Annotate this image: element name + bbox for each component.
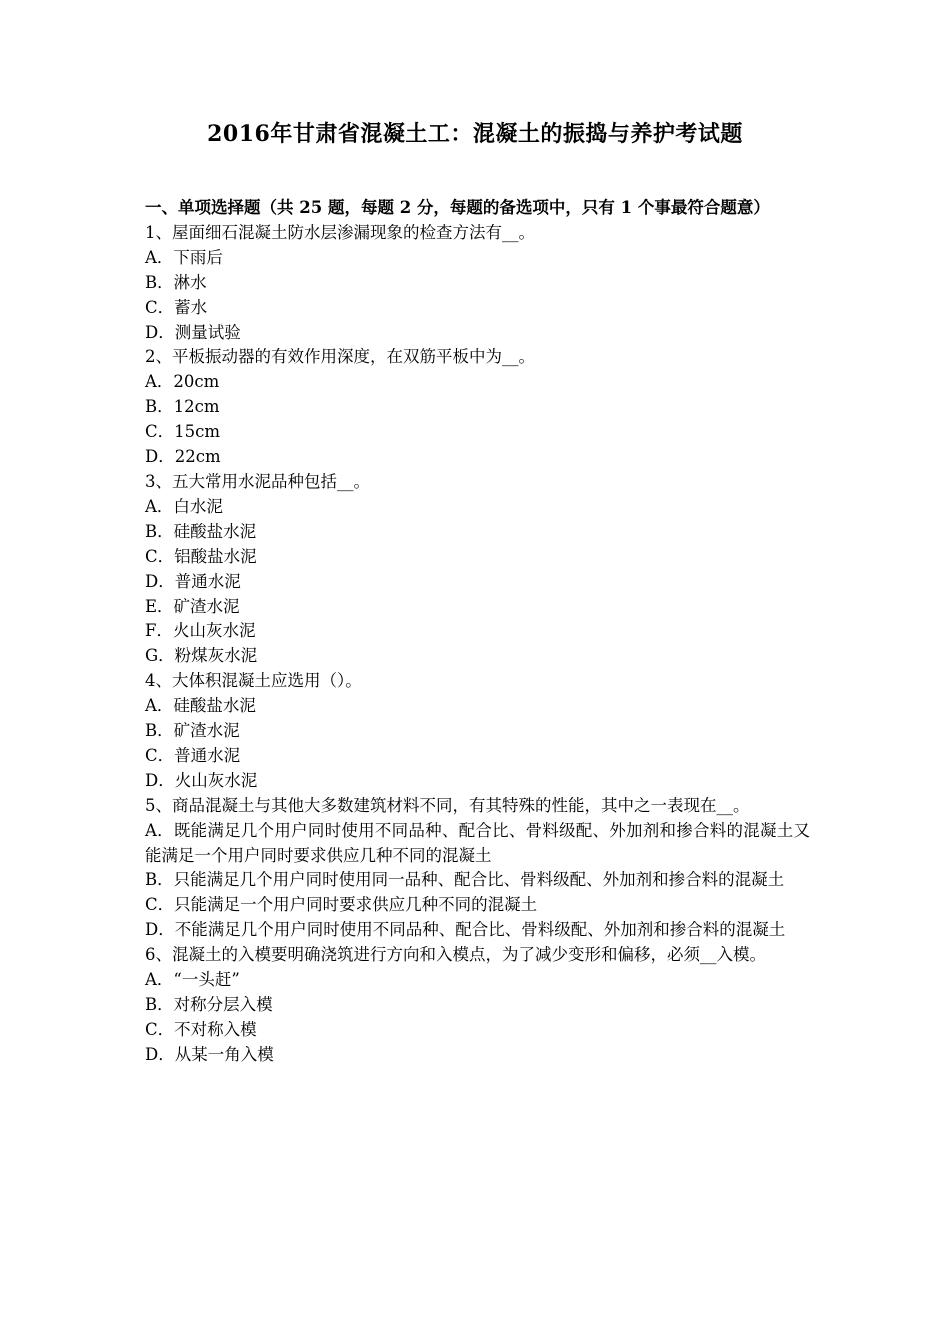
question-2 — [145, 345, 810, 470]
option-c: C．15cm — [145, 422, 221, 442]
option-c: C．只能满足一个用户同时要求供应几种不同的混凝土 — [145, 895, 538, 915]
question-stem: 6、混凝土的入模要明确浇筑进行方向和入模点，为了减少变形和偏移，必须__入模。 — [145, 945, 766, 965]
option-a: A．白水泥 — [145, 496, 223, 516]
option-d: D．22cm — [145, 447, 221, 467]
section-heading: 一、单项选择题（共 25 题，每题 2 分，每题的备选项中，只有 1 个事最符合题意） — [145, 198, 770, 217]
document-body — [145, 196, 810, 1068]
option-d: D．从某一角入模 — [145, 1044, 274, 1064]
option-a: A．20cm — [145, 372, 220, 392]
question-6 — [145, 943, 810, 1068]
option-c: C．不对称入模 — [145, 1019, 257, 1039]
option-c: C．普通水泥 — [145, 745, 241, 765]
question-stem: 3、五大常用水泥品种包括__。 — [145, 471, 370, 491]
option-g: G．粉煤灰水泥 — [145, 646, 258, 666]
option-a: A．硅酸盐水泥 — [145, 696, 256, 716]
question-4 — [145, 669, 810, 794]
question-stem: 2、平板振动器的有效作用深度，在双筋平板中为__。 — [145, 347, 535, 367]
option-a: A．“一头赶” — [145, 970, 240, 990]
option-b: B．12cm — [145, 397, 220, 417]
option-b: B．淋水 — [145, 272, 207, 292]
question-stem: 4、大体积混凝土应选用（）。 — [145, 671, 362, 691]
option-e: E．矿渣水泥 — [145, 596, 240, 616]
option-a: A．下雨后 — [145, 247, 223, 267]
option-a: A．既能满足几个用户同时使用不同品种、配合比、骨料级配、外加剂和掺合料的混凝土又能满足一个用户同时要求供应几种不同的混凝土 — [145, 820, 810, 865]
option-b: B．对称分层入模 — [145, 995, 273, 1014]
option-b: B．矿渣水泥 — [145, 721, 240, 741]
question-stem: 5、商品混凝土与其他大多数建筑材料不同，有其特殊的性能，其中之一表现在__。 — [145, 795, 750, 815]
option-c: C．蓄水 — [145, 297, 208, 317]
question-3 — [145, 470, 810, 669]
question-5 — [145, 794, 810, 943]
option-c: C．铝酸盐水泥 — [145, 546, 257, 566]
option-d: D．火山灰水泥 — [145, 770, 258, 790]
question-stem: 1、屋面细石混凝土防水层渗漏现象的检查方法有__。 — [145, 222, 535, 242]
option-f: F．火山灰水泥 — [145, 621, 256, 641]
option-d: D．测量试验 — [145, 322, 241, 342]
question-1 — [145, 221, 810, 346]
document-title: 2016年甘肃省混凝土工：混凝土的振捣与养护考试题 — [207, 121, 743, 147]
option-b: B．硅酸盐水泥 — [145, 521, 257, 541]
option-d: D．不能满足几个用户同时使用不同品种、配合比、骨料级配、外加剂和掺合料的混凝土 — [145, 920, 786, 940]
option-b: B．只能满足几个用户同时使用同一品种、配合比、骨料级配、外加剂和掺合料的混凝土 — [145, 870, 785, 890]
option-d: D．普通水泥 — [145, 571, 241, 591]
